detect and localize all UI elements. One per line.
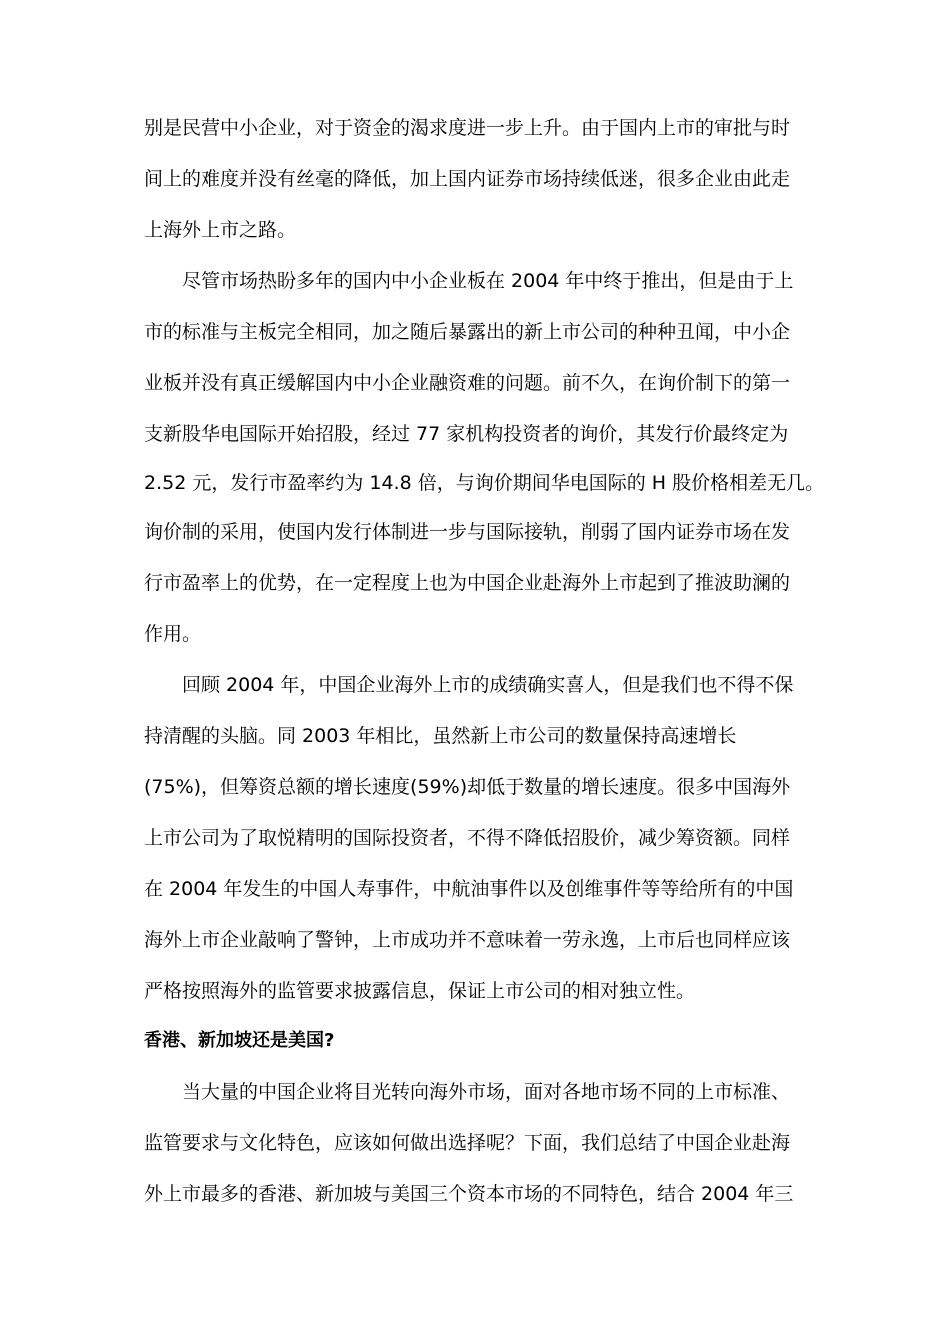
text-line: 作用。 (144, 623, 202, 645)
text-line: 支新股华电国际开始招股，经过 77 家机构投资者的询价，其发行价最终定为 (144, 423, 789, 445)
text-line: (75%)，但筹资总额的增长速度(59%)却低于数量的增长速度。很多中国海外 (144, 776, 791, 798)
text-line: 上市公司为了取悦精明的国际投资者，不得不降低招股价，减少筹资额。同样 (144, 827, 791, 849)
text-line: 2.52 元，发行市盈率约为 14.8 倍，与询价期间华电国际的 H 股价格相差无几。 (144, 472, 825, 494)
text-line: 间上的难度并没有丝毫的降低，加上国内证券市场持续低迷，很多企业由此走 (144, 168, 791, 190)
section-heading: 香港、新加坡还是美国? (144, 1030, 335, 1051)
text-line: 行市盈率上的优势，在一定程度上也为中国企业赴海外上市起到了推波助澜的 (144, 572, 791, 594)
text-line: 别是民营中小企业，对于资金的渴求度进一步上升。由于国内上市的审批与时 (144, 117, 791, 139)
text-line: 监管要求与文化特色，应该如何做出选择呢？下面，我们总结了中国企业赴海 (144, 1132, 791, 1154)
text-line: 当大量的中国企业将目光转向海外市场，面对各地市场不同的上市标准、 (182, 1081, 791, 1103)
text-line: 在 2004 年发生的中国人寿事件，中航油事件以及创维事件等等给所有的中国 (144, 878, 794, 900)
text-line: 回顾 2004 年，中国企业海外上市的成绩确实喜人，但是我们也不得不保 (182, 674, 794, 696)
text-line: 询价制的采用，使国内发行体制进一步与国际接轨，削弱了国内证券市场在发 (144, 521, 791, 543)
text-line: 业板并没有真正缓解国内中小企业融资难的问题。前不久，在询价制下的第一 (144, 372, 791, 394)
text-line: 海外上市企业敲响了警钟，上市成功并不意味着一劳永逸，上市后也同样应该 (144, 929, 791, 951)
text-line: 尽管市场热盼多年的国内中小企业板在 2004 年中终于推出，但是由于上 (182, 270, 794, 292)
text-line: 持清醒的头脑。同 2003 年相比，虽然新上市公司的数量保持高速增长 (144, 725, 737, 747)
text-line: 严格按照海外的监管要求披露信息，保证上市公司的相对独立性。 (144, 980, 696, 1002)
text-line: 市的标准与主板完全相同，加之随后暴露出的新上市公司的种种丑闻，中小企 (144, 321, 791, 343)
text-line: 外上市最多的香港、新加坡与美国三个资本市场的不同特色，结合 2004 年三 (144, 1183, 794, 1205)
text-line: 上海外上市之路。 (144, 219, 297, 241)
